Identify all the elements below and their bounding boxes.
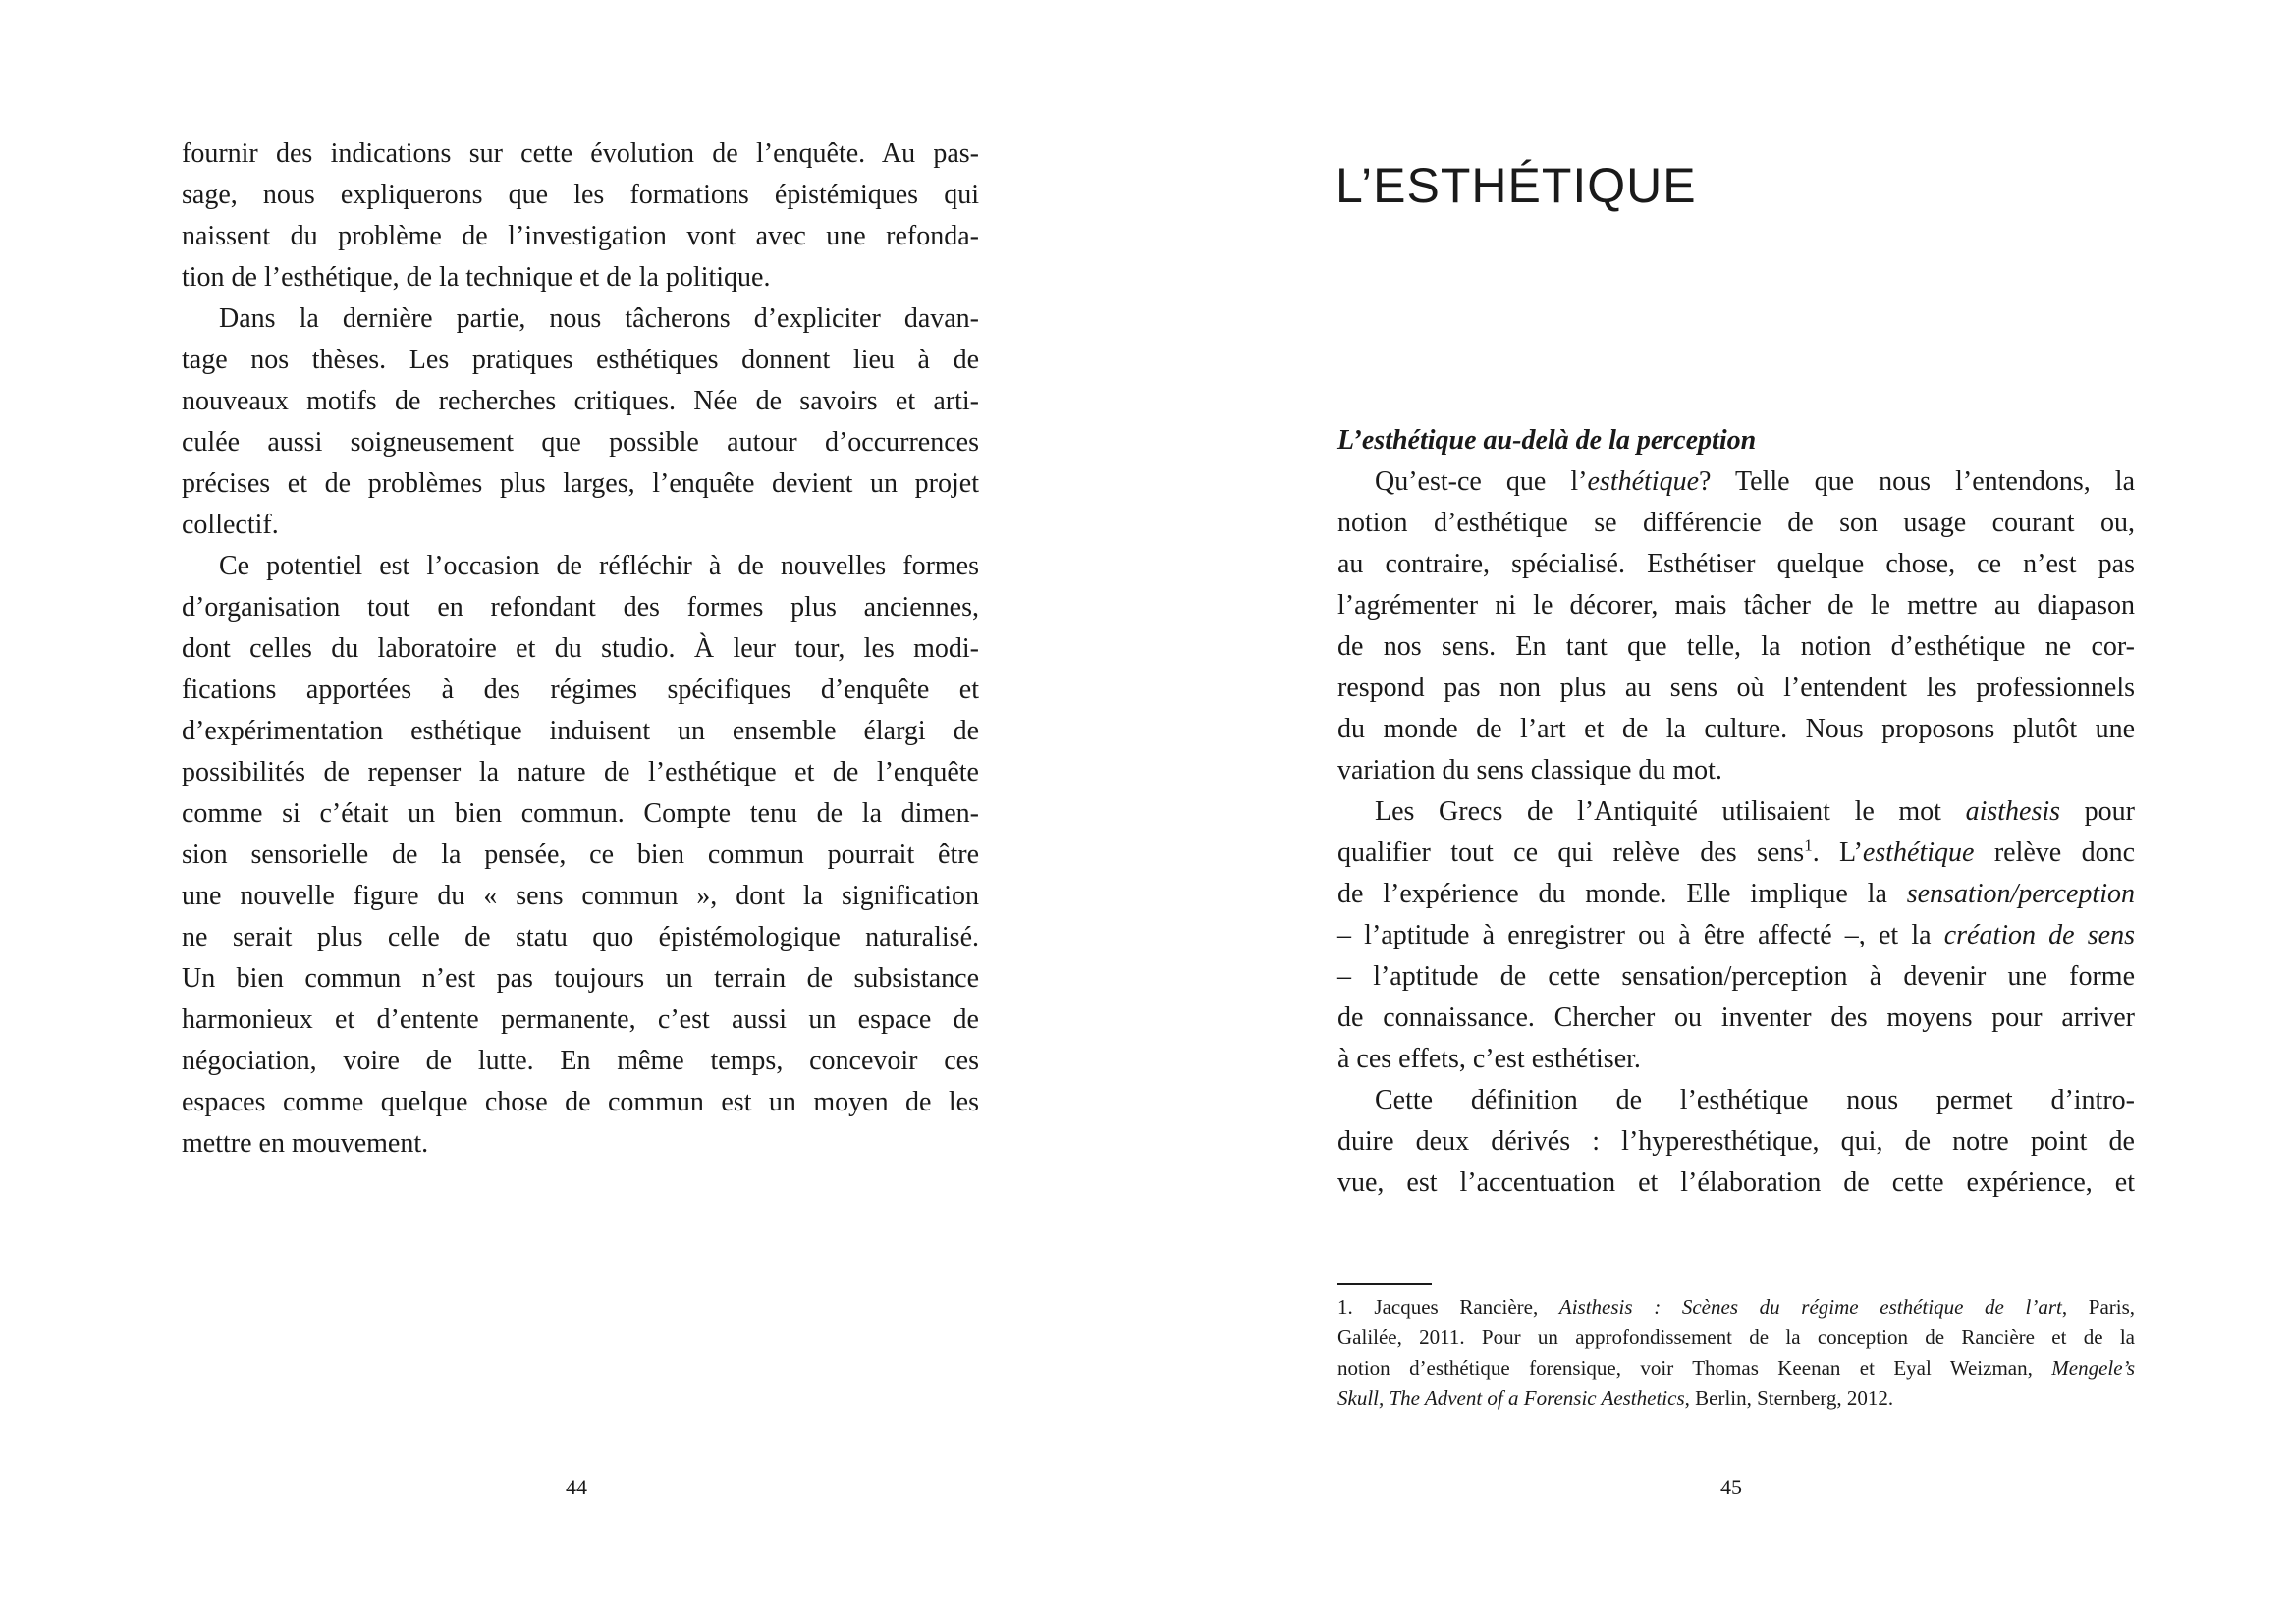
text-line bbox=[1337, 1039, 2135, 1080]
text-segment: fournir des indications sur cette évolution de l’enquête. Au pas- bbox=[182, 138, 979, 169]
text-segment: au contraire, spécialisé. Esthétiser quelque chose, ce n’est pas bbox=[1337, 549, 2135, 579]
text-segment: Aisthesis : Scènes du régime esthétique de l’art bbox=[1558, 1295, 2062, 1319]
text-line bbox=[182, 917, 979, 958]
text-segment: mettre en mouvement. bbox=[182, 1128, 429, 1159]
text-line bbox=[182, 134, 979, 175]
text-segment: vue, est l’accentuation et l’élaboration de cette expérience, et bbox=[1337, 1167, 2135, 1198]
text-segment: espaces comme quelque chose de commun est un moyen de les bbox=[182, 1087, 979, 1117]
text-segment: esthétique bbox=[1587, 466, 1700, 497]
text-line bbox=[182, 793, 979, 835]
text-segment: Les Grecs de l’Antiquité utilisaient le mot bbox=[1375, 796, 1966, 827]
text-line bbox=[1337, 1121, 2135, 1163]
text-segment: ne serait plus celle de statu quo épistémologique naturalisé. bbox=[182, 922, 979, 952]
text-segment: l’agrémenter ni le décorer, mais tâcher de le mettre au diapason bbox=[1337, 590, 2135, 621]
text-line bbox=[182, 257, 979, 298]
text-segment: , Paris, bbox=[2061, 1295, 2136, 1319]
text-segment: Un bien commun n’est pas toujours un terrain de subsistance bbox=[182, 963, 979, 994]
left-page-body bbox=[182, 134, 979, 1164]
text-line bbox=[182, 505, 979, 546]
text-line bbox=[182, 670, 979, 711]
text-segment: tage nos thèses. Les pratiques esthétiques donnent lieu à de bbox=[182, 345, 979, 375]
text-segment: dont celles du laboratoire et du studio. À leur tour, les modi- bbox=[182, 633, 979, 664]
text-segment: d’expérimentation esthétique induisent un ensemble élargi de bbox=[182, 716, 979, 746]
text-segment: Galilée, 2011. Pour un approfondissement de la conception de Rancière et de la bbox=[1337, 1326, 2135, 1349]
text-line bbox=[182, 1082, 979, 1123]
text-segment: duire deux dérivés : l’hyperesthétique, qui, de notre point de bbox=[1337, 1126, 2135, 1157]
text-segment: pour bbox=[2060, 796, 2135, 827]
text-segment: notion d’esthétique forensique, voir Thomas Keenan et Eyal Weizman, bbox=[1337, 1356, 2052, 1380]
text-segment: du monde de l’art et de la culture. Nous proposons plutôt une bbox=[1337, 714, 2135, 744]
text-segment: de l’expérience du monde. Elle implique la bbox=[1337, 879, 1907, 909]
text-segment: précises et de problèmes plus larges, l’enquête devient un projet bbox=[182, 468, 979, 499]
text-segment: Dans la dernière partie, nous tâcherons d’expliciter davan- bbox=[219, 303, 979, 334]
text-line bbox=[1337, 1163, 2135, 1204]
text-segment: collectif. bbox=[182, 510, 279, 540]
text-segment: sensation/perception bbox=[1906, 879, 2135, 909]
text-line bbox=[182, 752, 979, 793]
text-segment: relève donc bbox=[1974, 838, 2136, 868]
text-segment: fications apportées à des régimes spécifiques d’enquête et bbox=[182, 675, 979, 705]
text-segment: une nouvelle figure du « sens commun », dont la signification bbox=[182, 881, 979, 911]
text-line bbox=[1337, 626, 2135, 668]
text-line bbox=[1337, 915, 2135, 956]
text-segment: sion sensorielle de la pensée, ce bien commun pourrait être bbox=[182, 839, 979, 870]
page-number-left: 44 bbox=[566, 1475, 587, 1499]
page-number-right: 45 bbox=[1720, 1475, 1742, 1499]
text-segment: nouveaux motifs de recherches critiques. Née de savoirs et arti- bbox=[182, 386, 979, 416]
footnote-ref: 1 bbox=[1804, 836, 1813, 855]
text-segment: harmonieux et d’entente permanente, c’est aussi un espace de bbox=[182, 1004, 979, 1035]
text-segment: de nos sens. En tant que telle, la notion d’esthétique ne cor- bbox=[1337, 631, 2135, 662]
text-line bbox=[182, 835, 979, 876]
section-heading: L’esthétique au-delà de la perception bbox=[1337, 425, 1757, 456]
text-line bbox=[1337, 956, 2135, 998]
text-line bbox=[1337, 750, 2135, 791]
footnote bbox=[1337, 1292, 2135, 1414]
text-segment: Qu’est-ce que l’ bbox=[1375, 466, 1588, 497]
text-line bbox=[182, 711, 979, 752]
text-line bbox=[182, 175, 979, 216]
text-segment: naissent du problème de l’investigation vont avec une refonda- bbox=[182, 221, 979, 251]
text-line bbox=[1337, 833, 2135, 874]
text-line bbox=[182, 587, 979, 628]
text-segment: comme si c’était un bien commun. Compte tenu de la dimen- bbox=[182, 798, 979, 829]
text-line bbox=[1337, 1080, 2135, 1121]
text-segment: négociation, voire de lutte. En même temps, concevoir ces bbox=[182, 1046, 979, 1076]
text-line bbox=[182, 1041, 979, 1082]
text-line bbox=[1337, 503, 2135, 544]
text-line bbox=[1337, 1383, 2135, 1414]
text-segment: aisthesis bbox=[1965, 796, 2061, 827]
text-segment: – l’aptitude de cette sensation/perception à devenir une forme bbox=[1337, 961, 2135, 992]
text-line bbox=[182, 1123, 979, 1164]
text-segment: , Berlin, Sternberg, 2012. bbox=[1684, 1386, 1894, 1410]
text-line bbox=[1337, 709, 2135, 750]
text-segment: Cette définition de l’esthétique nous permet d’intro- bbox=[1375, 1085, 2135, 1115]
text-segment: tion de l’esthétique, de la technique et de la politique. bbox=[182, 262, 771, 293]
text-segment: ? Telle que nous l’entendons, la bbox=[1699, 466, 2136, 497]
text-segment: qualifier tout ce qui relève des sens bbox=[1337, 838, 1805, 868]
text-segment: à ces effets, c’est esthétiser. bbox=[1337, 1044, 1641, 1074]
text-line bbox=[182, 216, 979, 257]
chapter-title: L’ESTHÉTIQUE bbox=[1335, 158, 1697, 213]
text-segment: variation du sens classique du mot. bbox=[1337, 755, 1722, 785]
text-line bbox=[182, 958, 979, 1000]
text-segment: . L’ bbox=[1812, 838, 1863, 868]
text-line bbox=[182, 628, 979, 670]
text-line bbox=[182, 422, 979, 463]
text-line bbox=[182, 876, 979, 917]
text-line bbox=[1337, 461, 2135, 503]
text-segment: Ce potentiel est l’occasion de réfléchir à de nouvelles formes bbox=[219, 551, 979, 581]
text-segment: culée aussi soigneusement que possible autour d’occurrences bbox=[182, 427, 979, 458]
text-segment: possibilités de repenser la nature de l’esthétique et de l’enquête bbox=[182, 757, 979, 787]
text-segment: 1. Jacques Rancière, bbox=[1337, 1295, 1559, 1319]
text-segment: Skull, The Advent of a Forensic Aesthetics bbox=[1337, 1386, 1685, 1410]
text-line bbox=[182, 381, 979, 422]
text-line bbox=[182, 546, 979, 587]
text-line bbox=[1337, 1292, 2135, 1323]
text-line bbox=[1337, 998, 2135, 1039]
right-page-body bbox=[1337, 420, 2135, 1204]
footnote-divider bbox=[1337, 1283, 1432, 1285]
text-line bbox=[1337, 668, 2135, 709]
text-segment: d’organisation tout en refondant des formes plus anciennes, bbox=[182, 592, 979, 623]
text-line bbox=[182, 340, 979, 381]
text-line bbox=[182, 463, 979, 505]
text-line bbox=[1337, 544, 2135, 585]
text-line bbox=[182, 1000, 979, 1041]
text-segment: esthétique bbox=[1862, 838, 1975, 868]
text-line bbox=[1337, 585, 2135, 626]
text-segment: – l’aptitude à enregistrer ou à être affecté –, et la bbox=[1337, 920, 1944, 950]
text-segment: sage, nous expliquerons que les formations épistémiques qui bbox=[182, 180, 979, 210]
text-line bbox=[182, 298, 979, 340]
text-line bbox=[1337, 1353, 2135, 1383]
text-line bbox=[1337, 791, 2135, 833]
text-line bbox=[1337, 1323, 2135, 1353]
text-segment: notion d’esthétique se différencie de son usage courant ou, bbox=[1337, 508, 2135, 538]
text-line bbox=[1337, 874, 2135, 915]
right-page-text bbox=[1337, 461, 2135, 1204]
text-segment: création de sens bbox=[1943, 920, 2135, 950]
text-segment: Mengele’s bbox=[2051, 1356, 2135, 1380]
text-segment: de connaissance. Chercher ou inventer des moyens pour arriver bbox=[1337, 1002, 2135, 1033]
text-segment: respond pas non plus au sens où l’entendent les professionnels bbox=[1337, 673, 2135, 703]
